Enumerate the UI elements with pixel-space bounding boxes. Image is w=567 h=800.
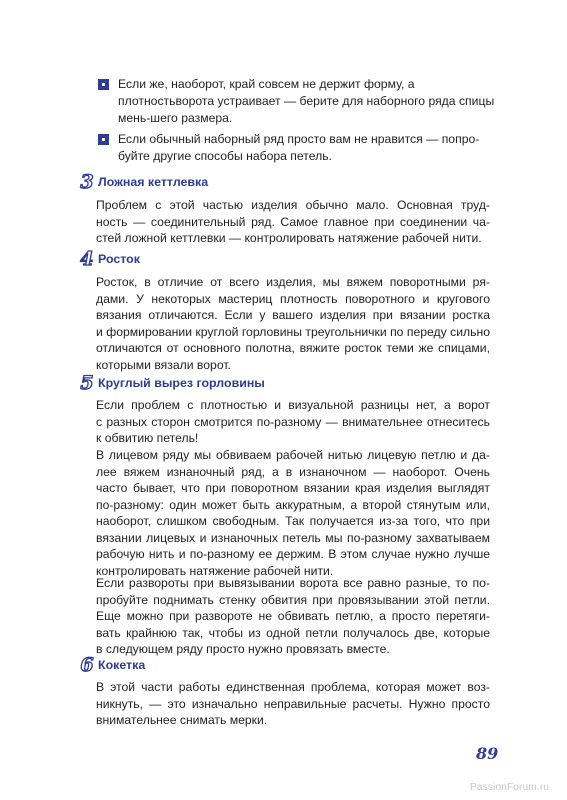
paragraph [96,274,490,373]
text-line: вязании лицевых и изнаночных петель мы по-разному захватываем [96,530,490,545]
square-bullet-icon [98,134,109,145]
paragraph [96,575,490,658]
bullet-item [98,76,498,127]
text-line: Проблем с этой частью изделия обычно мало. Основная труд- [96,198,490,212]
section-heading [78,172,208,192]
text-line: дами. У некоторых мастериц плотность поворотного и кругового [96,291,490,306]
square-bullet-icon [98,79,109,90]
paragraph [96,447,490,579]
text-line: часто бывает, что при поворотном вязании края изделия выглядят [96,481,490,495]
text-line: вать крайнюю так, чтобы из одной петли получалось две, которые [96,625,490,640]
section-heading [78,373,265,393]
text-line: и формировании круглой горловины треугольнички по переду сильно [96,324,490,339]
section-number: 6 [80,654,94,676]
section-number: 4 [80,248,94,270]
text-line: стей ложной кеттлевки — контролировать натяжение рабочей нити. [96,231,482,245]
text-line: шего размера. [150,111,233,125]
text-line: В лицевом ряду мы обвиваем рабочей нитью лицевую петлю и да- [96,448,490,462]
text-line: Если проблем с плотностью и визуальной разницы нет, а ворот [96,398,490,412]
text-line: Если же, наоборот, край совсем не держит форму, а плотность [118,77,415,108]
section-title: Круглый вырез горловины [98,376,265,390]
text-line: В этой части работы единственная проблема, которая может воз- [96,680,490,694]
text-line: рабочую нить и по-разному ее держим. В этом случае нужно лучше [96,547,490,561]
text-line: наоборот, слишком свободным. Так получается из-за того, что при [96,514,490,528]
section-title: Ложная кеттлевка [98,175,209,189]
bullet-item [98,131,498,165]
section-number: 3 [80,171,94,193]
text-line: ность — соединительный ряд. Самое главное при соединении ча- [96,214,490,229]
section-heading [78,249,140,269]
text-line: к обвитию петель! [96,431,199,445]
text-line: никнуть, — это изначально неправильные расчеты. Нужно просто [96,696,490,711]
text-line: контролировать натяжение рабочей нити. [96,563,334,578]
text-line: с разных сторон смотрится по-разному — внимательнее отнеситесь [96,414,490,429]
text-line: пробуйте поднимать стенку обвития при провязывании этой петли. [96,592,490,607]
text-line: в следующем ряду просто нужно провязать вместе. [96,642,390,656]
page-number: 89 [476,744,499,763]
section-title: Кокетка [98,658,146,672]
text-line: вязания отличаются. Если у вашего изделия при вязании ростка [96,308,490,322]
text-line: лее вяжем изнаночный ряд, а в изнаночном — наоборот. Очень [96,464,490,479]
text-line: Еще можно при развороте не обвивать петлю, а просто перетяги- [96,609,490,623]
section-number: 5 [80,372,94,394]
section-title: Росток [98,252,140,266]
paragraph [96,197,490,247]
text-line: внимательнее снимать мерки. [96,713,268,727]
section-heading [78,655,145,675]
text-line: по-разному: один может быть аккуратным, а второй стянутым или, [96,497,490,512]
watermark: PassionForum.ru [470,782,550,793]
text-line: ворота устраивает — берите для наборного ряда спицы мень- [118,94,495,125]
text-line: Росток, в отличие от всего изделия, мы вяжем поворотными ря- [96,275,490,289]
text-line: отличаются от основного полотна, вяжите росток теми же спицами, [96,341,490,355]
text-line: Если развороты при вывязывании ворота все равно разные, то по- [96,576,490,590]
paragraph [96,397,490,447]
text-line: Если обычный наборный ряд просто вам не нравится — попро- [118,132,480,146]
text-line: буйте другие способы набора петель. [118,149,332,163]
text-line: которыми вязали ворот. [96,357,231,372]
paragraph [96,679,490,729]
